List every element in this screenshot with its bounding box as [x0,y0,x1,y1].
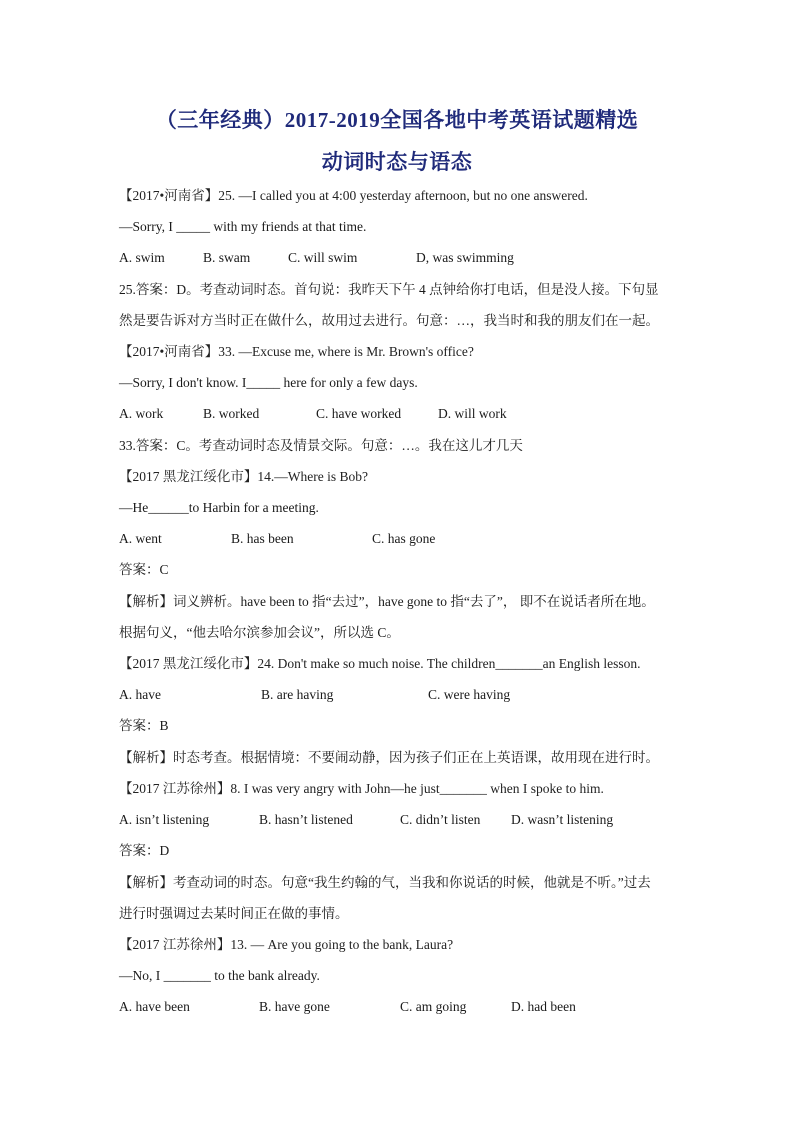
q5-option-d: D. wasn’t listening [511,812,614,827]
q1-option-c: C. will swim [288,250,358,265]
q4-stem: 【2017 黑龙江绥化市】24. Don't make so much noise. The children_______an English lesson. [119,656,641,671]
q2-option-a: A. work [119,406,164,421]
q1-option-a: A. swim [119,250,165,265]
q6-option-d: D. had been [511,999,576,1014]
q5-option-c: C. didn’t listen [400,812,481,827]
q6-stem: 【2017 江苏徐州】13. — Are you going to the bank, Laura? [119,937,454,952]
q3-analysis-line2: 根据句义，“他去哈尔滨参加会议”，所以选 C。 [119,625,400,640]
q5-stem: 【2017 江苏徐州】8. I was very angry with John—he just_______ when I spoke to him. [119,781,604,796]
q4-option-b: B. are having [261,687,334,702]
q2-option-d: D. will work [438,406,507,421]
q1-option-d: D, was swimming [416,250,514,265]
q5-option-b: B. hasn’t listened [259,812,353,827]
document-subtitle: 动词时态与语态 [321,150,473,174]
q3-option-c: C. has gone [372,531,436,546]
q3-answer: 答案：C [119,562,169,577]
q4-answer: 答案：B [119,718,169,733]
q1-answer-line2: 然是要告诉对方当时正在做什么，故用过去进行。句意：…，我当时和我的朋友们在一起。 [119,313,659,328]
q1-stem: 【2017•河南省】25. —I called you at 4:00 yesterday afternoon, but no one answered. [119,188,588,203]
q3-analysis-line1: 【解析】词义辨析。have been to 指“去过”，have gone to 指“去了”， 即不在说话者所在地。 [119,594,655,609]
q4-option-a: A. have [119,687,161,702]
q1-line2: —Sorry, I _____ with my friends at that time. [119,219,367,234]
q3-stem: 【2017 黑龙江绥化市】14.—Where is Bob? [119,469,368,484]
q5-analysis-line1: 【解析】考查动词的时态。句意“我生约翰的气，当我和你说话的时候，他就是不听。”过去 [119,875,651,890]
q4-option-c: C. were having [428,687,511,702]
q6-line2: —No, I _______ to the bank already. [119,968,320,983]
q2-answer: 33.答案：C。考查动词时态及情景交际。句意：…。我在这儿才几天 [119,438,523,453]
document-title: （三年经典）2017-2019全国各地中考英语试题精选 [155,108,639,132]
q3-option-a: A. went [119,531,162,546]
q2-line2: —Sorry, I don't know. I_____ here for only a few days. [119,375,418,390]
q3-option-b: B. has been [231,531,294,546]
q2-stem: 【2017•河南省】33. —Excuse me, where is Mr. Brown's office? [119,344,474,359]
q2-option-c: C. have worked [316,406,402,421]
q2-option-b: B. worked [203,406,260,421]
q6-option-a: A. have been [119,999,190,1014]
q5-analysis-line2: 进行时强调过去某时间正在做的事情。 [119,906,349,921]
q5-answer: 答案：D [119,843,170,858]
q1-answer-line1: 25.答案：D。考查动词时态。首句说：我昨天下午 4 点钟给你打电话，但是没人接。下句显 [119,282,659,297]
q4-analysis: 【解析】时态考查。根据情境：不要闹动静，因为孩子们正在上英语课，故用现在进行时。 [119,750,659,765]
q1-option-b: B. swam [203,250,251,265]
q6-option-c: C. am going [400,999,467,1014]
q5-option-a: A. isn’t listening [119,812,210,827]
q6-option-b: B. have gone [259,999,330,1014]
q3-line2: —He______to Harbin for a meeting. [119,500,319,515]
